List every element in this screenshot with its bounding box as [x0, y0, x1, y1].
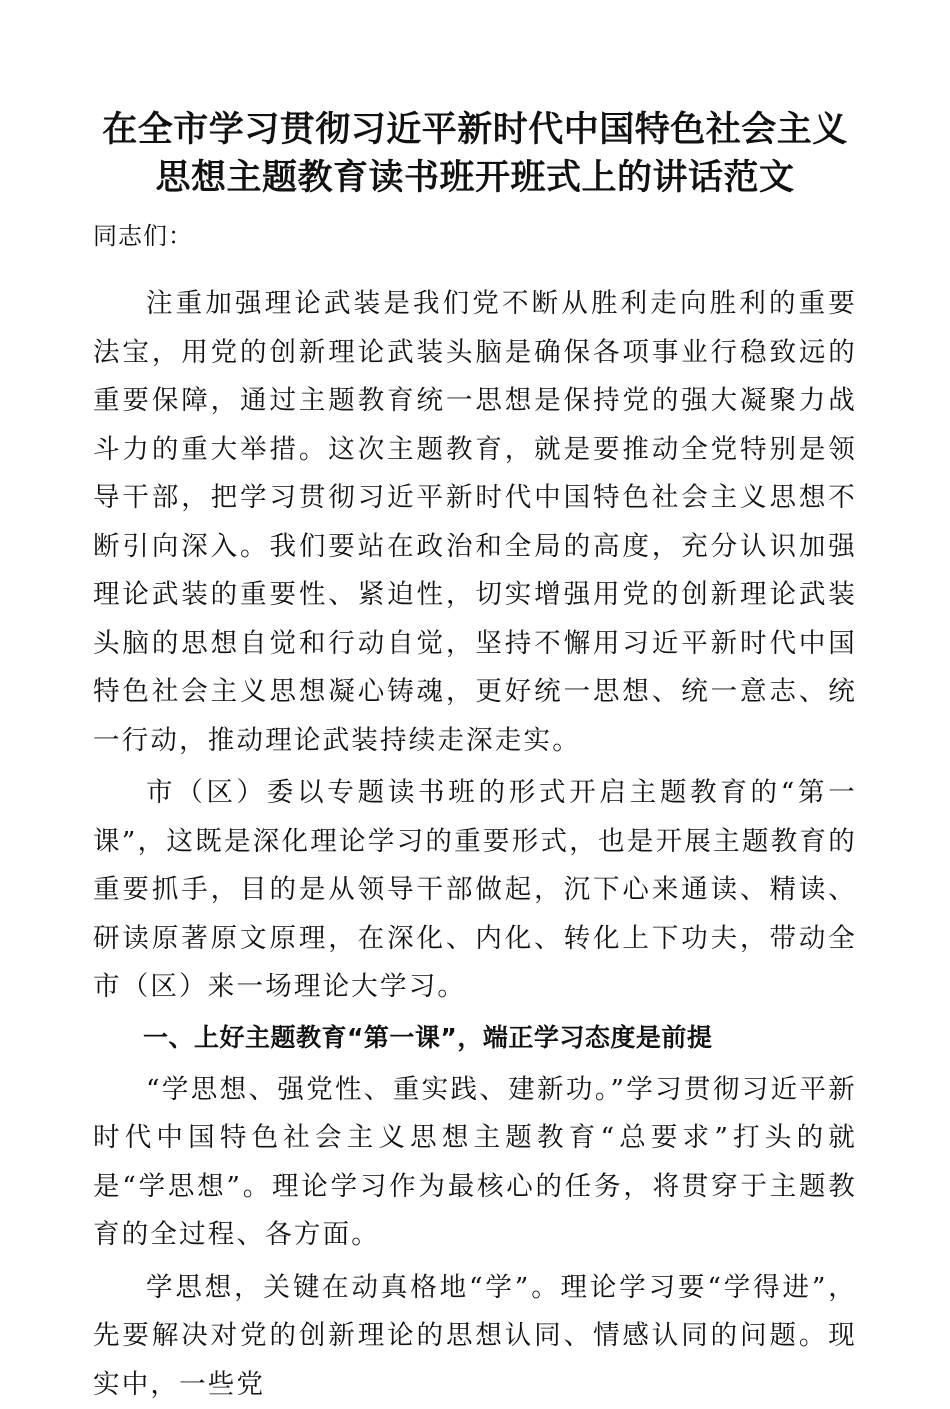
title-line-1: 在全市学习贯彻习近平新时代中国特色社会主义: [93, 106, 857, 154]
title-line-2: 思想主题教育读书班开班式上的讲话范文: [93, 154, 857, 202]
document-title: [93, 106, 857, 202]
paragraph-2: 市（区）委以专题读书班的形式开启主题教育的“第一课”，这既是深化理论学习的重要形式，也是开展主题教育的重要抓手，目的是从领导干部做起，沉下心来通读、精读、研读原著原文原理，在深化、内化、转化上下功夫，带动全市（区）来一场理论大学习。: [93, 769, 857, 1012]
section-heading: 一、上好主题教育“第一课”，端正学习态度是前提: [93, 1014, 857, 1062]
paragraph-1: 注重加强理论武装是我们党不断从胜利走向胜利的重要法宝，用党的创新理论武装头脑是确保各项事业行稳致远的重要保障，通过主题教育统一思想是保持党的强大凝聚力战斗力的重大举措。这次主题教育，就是要推动全党特别是领导干部，把学习贯彻习近平新时代中国特色社会主义思想不断引向深入。我们要站在政治和全局的高度，充分认识加强理论武装的重要性、紧迫性，切实增强用党的创新理论武装头脑的思想自觉和行动自觉，坚持不懈用习近平新时代中国特色社会主义思想凝心铸魂，更好统一思想、统一意志、统一行动，推动理论武装持续走深走实。: [93, 280, 857, 765]
section-paragraph-1: “学思想、强党性、重实践、建新功。”学习贯彻习近平新时代中国特色社会主义思想主题教育“总要求”打头的就是“学思想”。理论学习作为最核心的任务，将贯穿于主题教育的全过程、各方面。: [93, 1066, 857, 1260]
salutation: 同志们：: [93, 216, 857, 256]
section-paragraph-2: 学思想，关键在动真格地“学”。理论学习要“学得进”，先要解决对党的创新理论的思想认同、情感认同的问题。现实中，一些党: [93, 1264, 857, 1409]
